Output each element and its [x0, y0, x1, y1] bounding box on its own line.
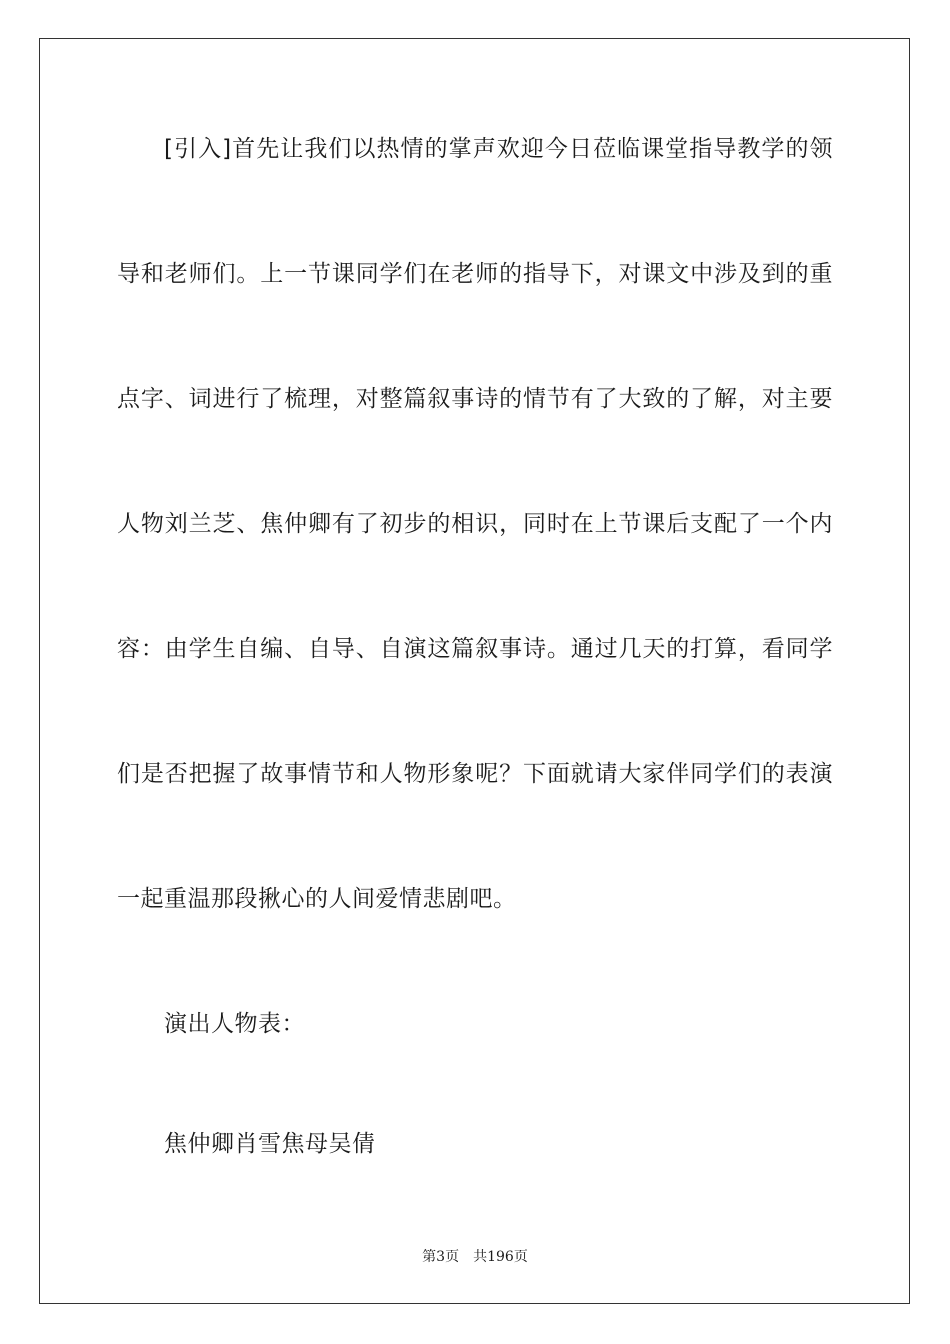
paragraph-line-4: 人物刘兰芝、焦仲卿有了初步的相识，同时在上节课后支配了一个内 — [117, 511, 833, 537]
cast-heading: 演出人物表： — [164, 1011, 305, 1037]
page-border — [39, 38, 910, 1304]
paragraph-line-2: 导和老师们。上一节课同学们在老师的指导下，对课文中涉及到的重 — [117, 261, 833, 287]
page-number: 第3页 — [422, 1249, 460, 1265]
cast-line: 焦仲卿肖雪焦母吴倩 — [164, 1131, 376, 1157]
paragraph-line-3: 点字、词进行了梳理，对整篇叙事诗的情节有了大致的了解，对主要 — [117, 386, 833, 412]
page-footer — [0, 1248, 950, 1266]
total-pages: 共196页 — [473, 1249, 528, 1265]
paragraph-line-1: [引入]首先让我们以热情的掌声欢迎今日莅临课堂指导教学的领 — [164, 136, 833, 162]
paragraph-line-5: 容：由学生自编、自导、自演这篇叙事诗。通过几天的打算，看同学 — [117, 636, 833, 662]
paragraph-line-7: 一起重温那段揪心的人间爱情悲剧吧。 — [117, 886, 517, 912]
paragraph-line-6: 们是否把握了故事情节和人物形象呢？下面就请大家伴同学们的表演 — [117, 761, 833, 787]
